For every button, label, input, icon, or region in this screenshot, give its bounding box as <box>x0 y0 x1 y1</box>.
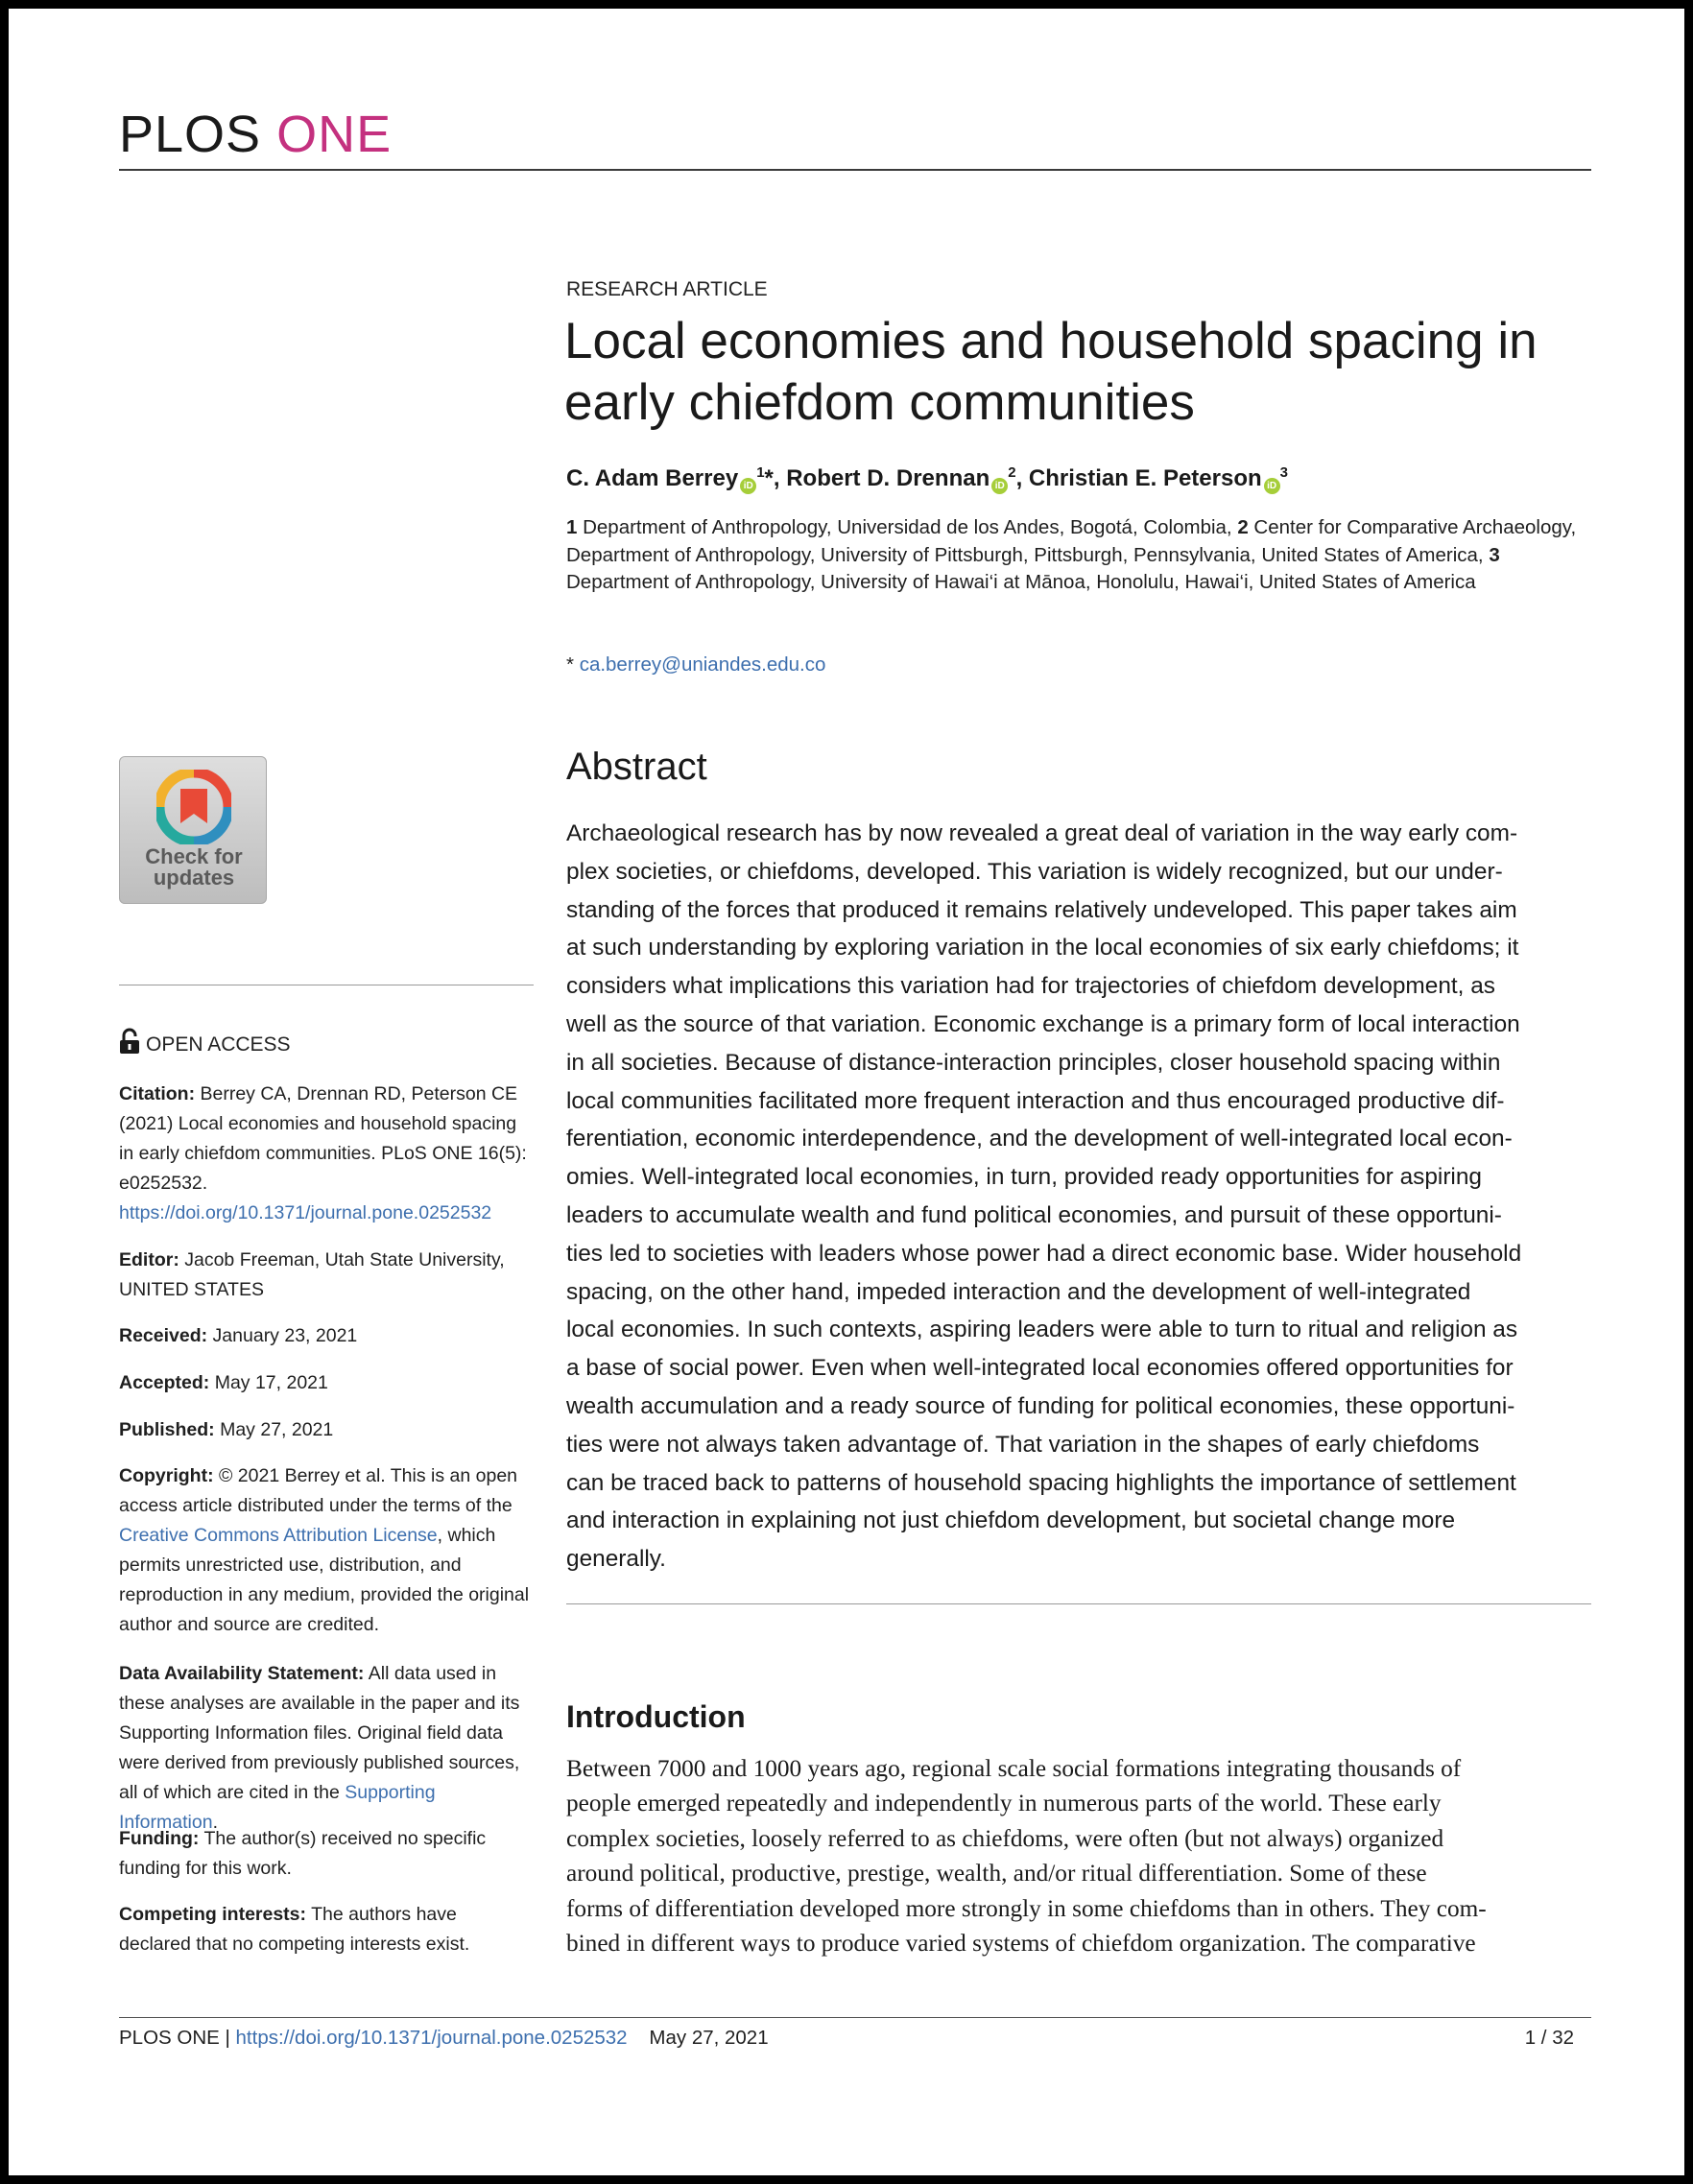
introduction-body <box>566 1751 1591 1960</box>
open-access-badge <box>119 1028 291 1056</box>
footer-rule <box>119 2017 1591 2018</box>
abstract-heading: Abstract <box>566 746 707 788</box>
affiliation-number: 3 <box>1489 543 1500 566</box>
abstract-line: standing of the forces that produced it remains relatively undeveloped. This paper takes aim <box>566 896 1517 923</box>
funding-block <box>119 1824 534 1884</box>
journal-logo[interactable] <box>119 105 392 164</box>
abstract-line: leaders to accumulate wealth and fund political economies, and pursuit of these opportuni- <box>566 1201 1502 1228</box>
footer-doi-link[interactable]: https://doi.org/10.1371/journal.pone.0252532 <box>235 2027 628 2049</box>
copyright-text: © 2021 Berrey et al. This is an open access article distributed under the terms of the <box>119 1465 518 1516</box>
accepted-block <box>119 1368 534 1398</box>
abstract-line: ties were not always taken advantage of. That variation in the shapes of early chiefdoms <box>566 1431 1480 1458</box>
abstract-line: local economies. In such contexts, aspiring leaders were able to turn to ritual and religion as <box>566 1317 1518 1343</box>
introduction-line: Between 7000 and 1000 years ago, regional scale social formations integrating thousands of <box>566 1755 1462 1782</box>
check-label-line: Check for <box>145 844 243 868</box>
author-affiliation-number: 3 <box>1279 464 1288 481</box>
data-availability-label: Data Availability Statement: <box>119 1663 365 1684</box>
introduction-line: people emerged repeatedly and independently in numerous parts of the world. These early <box>566 1790 1442 1817</box>
author-affiliation-number: 2 <box>1008 464 1016 481</box>
introduction-heading: Introduction <box>566 1699 746 1734</box>
introduction-line: bined in different ways to produce varied systems of chiefdom organization. The comparative <box>566 1930 1476 1958</box>
editor-label: Editor: <box>119 1249 179 1270</box>
abstract-line: omies. Well-integrated local economies, in turn, provided ready opportunities for aspiring <box>566 1164 1482 1191</box>
received-date: January 23, 2021 <box>207 1325 358 1346</box>
copyright-label: Copyright: <box>119 1465 214 1486</box>
accepted-label: Accepted: <box>119 1372 210 1393</box>
abstract-line: generally. <box>566 1546 666 1573</box>
orcid-icon[interactable]: iD <box>1264 478 1280 494</box>
license-link[interactable]: Creative Commons Attribution License <box>119 1525 438 1546</box>
citation-label: Citation: <box>119 1083 196 1104</box>
funding-label: Funding: <box>119 1828 200 1849</box>
abstract-line: well as the source of that variation. Economic exchange is a primary form of local interaction <box>566 1010 1520 1037</box>
footer-separator: | <box>219 2027 236 2049</box>
email-link[interactable]: ca.berrey@uniandes.edu.co <box>579 653 826 676</box>
editor-block <box>119 1246 534 1305</box>
corresponding-marker: * <box>764 465 774 491</box>
abstract-line: in all societies. Because of distance-interaction principles, closer household spacing within <box>566 1049 1501 1076</box>
abstract-line: local communities facilitated more frequent interaction and thus encouraged productive dif- <box>566 1087 1505 1114</box>
abstract-rule <box>566 1603 1591 1604</box>
open-access-label: OPEN ACCESS <box>146 1033 291 1056</box>
affiliation-number: 2 <box>1237 516 1249 538</box>
citation-doi-link[interactable]: https://doi.org/10.1371/journal.pone.0252532 <box>119 1202 492 1223</box>
published-block <box>119 1415 534 1445</box>
abstract-line: considers what implications this variation had for trajectories of chiefdom development, as <box>566 973 1495 1000</box>
corresponding-email <box>566 653 825 677</box>
article-type: RESEARCH ARTICLE <box>566 278 768 300</box>
page-number: 1 / 32 <box>1524 2027 1574 2049</box>
abstract-line: wealth accumulation and a ready source of funding for political economies, these opportuni- <box>566 1392 1515 1419</box>
affiliation-text: Department of Anthropology, Universidad de los Andes, Bogotá, Colombia, <box>577 516 1238 538</box>
orcid-icon[interactable]: iD <box>991 478 1008 494</box>
funding-text: The author(s) received no specific funding for this work. <box>119 1828 487 1879</box>
abstract-body <box>566 815 1591 1579</box>
supporting-information-link[interactable]: Supporting Information <box>119 1782 436 1833</box>
introduction-line: forms of differentiation developed more strongly in some chiefdoms than in others. They com- <box>566 1894 1487 1922</box>
affiliations <box>566 514 1579 597</box>
data-availability-text: All data used in these analyses are available in the paper and its Supporting Information files. Original field data were derived from previously published sources, all of which are cited in the <box>119 1663 520 1803</box>
email-marker: * <box>566 653 580 676</box>
competing-interests-text: The authors have declared that no competing interests exist. <box>119 1904 470 1955</box>
affiliation-number: 1 <box>566 516 578 538</box>
abstract-line: and interaction in explaining not just chiefdom development, but societal change more <box>566 1507 1456 1534</box>
accepted-date: May 17, 2021 <box>209 1372 328 1393</box>
abstract-line: spacing, on the other hand, impeded interaction and the development of well-integrated <box>566 1278 1471 1305</box>
header-rule <box>119 169 1591 171</box>
abstract-line: at such understanding by exploring variation in the local economies of six early chiefdoms; it <box>566 935 1519 961</box>
footer-journal: PLOS ONE <box>119 2027 220 2049</box>
open-lock-icon <box>119 1028 140 1055</box>
published-label: Published: <box>119 1419 215 1440</box>
author-name[interactable]: Christian E. Peterson <box>1028 465 1262 491</box>
check-for-updates-label <box>120 846 268 889</box>
check-label-line: updates <box>153 866 235 890</box>
competing-interests-block <box>119 1900 534 1959</box>
author-name[interactable]: Robert D. Drennan <box>786 465 990 491</box>
received-label: Received: <box>119 1325 208 1346</box>
title-line: Local economies and household spacing in <box>564 313 1538 369</box>
orcid-icon[interactable]: iD <box>740 478 756 494</box>
introduction-line: complex societies, loosely referred to as chiefdoms, were often (but not always) organized <box>566 1824 1444 1852</box>
editor-text: Jacob Freeman, Utah State University, UNITED STATES <box>119 1249 505 1300</box>
competing-interests-label: Competing interests: <box>119 1904 307 1925</box>
abstract-line: Archaeological research has by now revealed a great deal of variation in the way early com- <box>566 820 1518 846</box>
received-block <box>119 1321 534 1351</box>
author-list: C. Adam Berrey $iD^1*$, Robert D. Drennan $iD^2$, Christian E. Peterson $iD^3$ <box>566 464 1288 494</box>
affiliation-text: Department of Anthropology, University of Hawai‘i at Mānoa, Honolulu, Hawai‘i, United States of America <box>566 571 1476 594</box>
copyright-text: , which permits unrestricted use, distribution, and reproduction in any medium, provided the original author and source are credited. <box>119 1525 530 1635</box>
author-affiliation-number: 1 <box>756 464 765 481</box>
abstract-line: a base of social power. Even when well-integrated local economies offered opportunities for <box>566 1355 1514 1382</box>
author-name[interactable]: C. Adam Berrey <box>566 465 739 491</box>
abstract-line: can be traced back to patterns of household spacing highlights the importance of settlement <box>566 1469 1516 1496</box>
citation-block <box>119 1080 534 1228</box>
copyright-block <box>119 1461 534 1640</box>
data-availability-block <box>119 1659 534 1838</box>
footer-date: May 27, 2021 <box>649 2027 769 2049</box>
citation-text: Berrey CA, Drennan RD, Peterson CE (2021) Local economies and household spacing in early chiefdom communities. PLoS ONE 16(5): e0252532. <box>119 1083 527 1194</box>
data-availability-text: . <box>212 1812 218 1833</box>
journal-logo-plos: PLOS <box>119 106 262 163</box>
journal-logo-one: ONE <box>261 106 393 163</box>
introduction-line: around political, productive, prestige, wealth, and/or ritual differentiation. Some of these <box>566 1860 1427 1887</box>
abstract-line: plex societies, or chiefdoms, developed. This variation is widely recognized, but our under- <box>566 858 1503 885</box>
abstract-line: ties led to societies with leaders whose power had a direct economic base. Wider household <box>566 1240 1522 1267</box>
abstract-line: ferentiation, economic interdependence, and the development of well-integrated local econ- <box>566 1126 1513 1152</box>
title-line: early chiefdom communities <box>564 374 1195 431</box>
check-for-updates-button[interactable] <box>119 756 267 904</box>
affiliation-text: Center for Comparative Archaeology, Department of Anthropology, University of Pittsburgh, Pittsburgh, Pennsylvania, United States of America, <box>566 516 1577 566</box>
check-for-updates-icon <box>156 770 231 844</box>
article-title <box>564 311 1591 434</box>
published-date: May 27, 2021 <box>214 1419 334 1440</box>
page-footer <box>119 2027 769 2050</box>
